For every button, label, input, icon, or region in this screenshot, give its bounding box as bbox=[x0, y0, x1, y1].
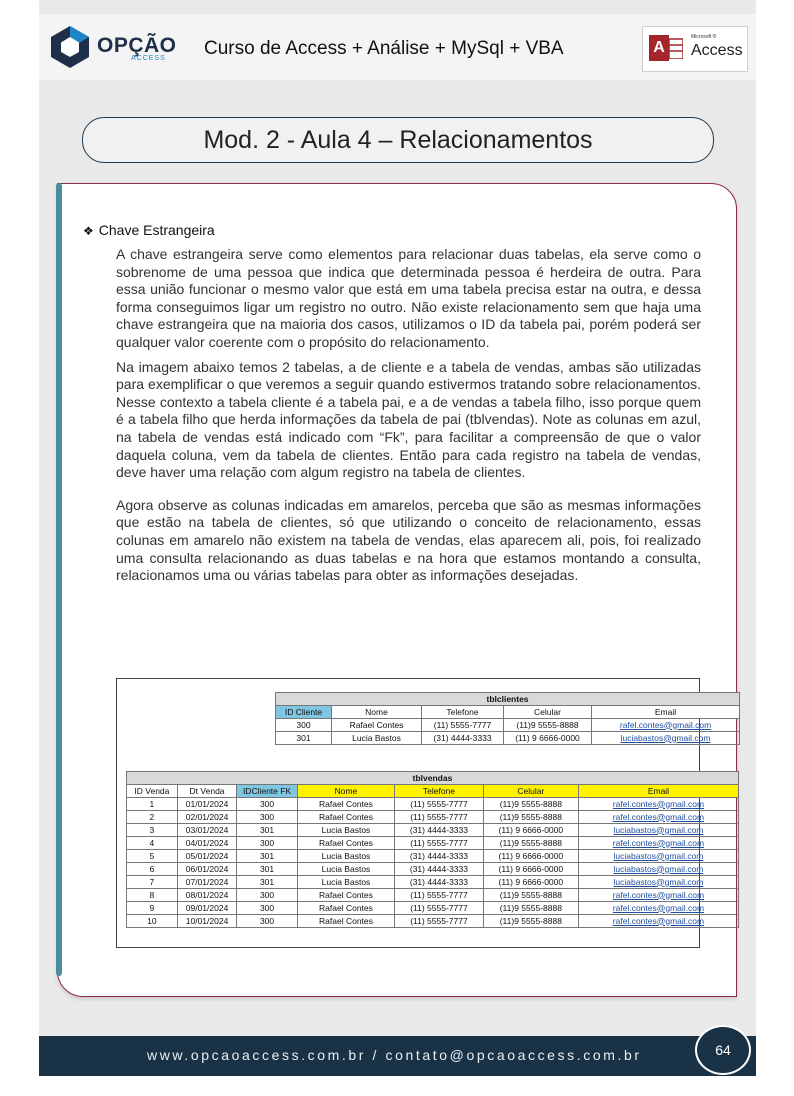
table-cell: 9 bbox=[127, 902, 178, 915]
table-cell: rafel.contes@gmail.com bbox=[578, 902, 738, 915]
table-cell: 300 bbox=[237, 811, 298, 824]
table-cell: Rafael Contes bbox=[297, 915, 394, 928]
table-cell: (11)9 5555-8888 bbox=[483, 837, 578, 850]
table-cell: 300 bbox=[237, 915, 298, 928]
table-cell: Rafael Contes bbox=[297, 837, 394, 850]
table-cell: 2 bbox=[127, 811, 178, 824]
table-cell: 1 bbox=[127, 798, 178, 811]
table-cell: Rafael Contes bbox=[297, 902, 394, 915]
table-cell: Rafael Contes bbox=[332, 719, 422, 732]
table-cell: 300 bbox=[237, 889, 298, 902]
table-cell: rafel.contes@gmail.com bbox=[578, 798, 738, 811]
table-cell: 300 bbox=[237, 902, 298, 915]
opcao-logo-icon bbox=[47, 24, 93, 70]
column-header: Nome bbox=[297, 785, 394, 798]
logo-subtitle: ACCESS bbox=[131, 55, 166, 62]
table-cell: (11) 9 6666-0000 bbox=[504, 732, 592, 745]
table-cell: (31) 4444-3333 bbox=[395, 863, 484, 876]
table-cell: luciabastos@gmail.com bbox=[578, 876, 738, 889]
table-row bbox=[276, 732, 740, 745]
table-header-row bbox=[276, 706, 740, 719]
table-cell: 07/01/2024 bbox=[177, 876, 236, 889]
table-cell: 300 bbox=[237, 798, 298, 811]
footer-contact: www.opcaoaccess.com.br / contato@opcaoaccess.com.br bbox=[147, 1047, 642, 1063]
table-cell: rafel.contes@gmail.com bbox=[578, 811, 738, 824]
table-cell: 09/01/2024 bbox=[177, 902, 236, 915]
table-cell: (11) 5555-7777 bbox=[395, 837, 484, 850]
table-cell: luciabastos@gmail.com bbox=[578, 863, 738, 876]
table-cell: Lucia Bastos bbox=[297, 863, 394, 876]
table-header-row bbox=[127, 785, 739, 798]
table-cell: 05/01/2024 bbox=[177, 850, 236, 863]
table-cell: 02/01/2024 bbox=[177, 811, 236, 824]
table-cell: 04/01/2024 bbox=[177, 837, 236, 850]
table-caption: tblvendas bbox=[127, 772, 739, 785]
page bbox=[39, 0, 756, 1076]
access-microsoft-label: Microsoft ® bbox=[691, 34, 717, 40]
lesson-title: Mod. 2 - Aula 4 – Relacionamentos bbox=[203, 126, 593, 154]
table-cell: rafel.contes@gmail.com bbox=[578, 837, 738, 850]
column-header: Telefone bbox=[422, 706, 504, 719]
column-header: Telefone bbox=[395, 785, 484, 798]
table-cell: (31) 4444-3333 bbox=[395, 876, 484, 889]
table-cell: (11) 9 6666-0000 bbox=[483, 876, 578, 889]
table-cell: (11) 5555-7777 bbox=[395, 889, 484, 902]
table-cell: Lucia Bastos bbox=[297, 850, 394, 863]
table-row bbox=[127, 863, 739, 876]
table-row bbox=[127, 902, 739, 915]
table-cell: 301 bbox=[237, 824, 298, 837]
content-accent-bar bbox=[56, 183, 62, 976]
column-header: Celular bbox=[504, 706, 592, 719]
table-cell: 01/01/2024 bbox=[177, 798, 236, 811]
table-cell: Lucia Bastos bbox=[297, 876, 394, 889]
table-caption: tblclientes bbox=[276, 693, 740, 706]
diamond-bullet-icon: ❖ bbox=[83, 224, 94, 238]
table-cell: Rafael Contes bbox=[297, 889, 394, 902]
database-icon bbox=[669, 37, 683, 59]
table-cell: (11) 9 6666-0000 bbox=[483, 850, 578, 863]
column-header: Celular bbox=[483, 785, 578, 798]
column-header: Email bbox=[592, 706, 740, 719]
table-row bbox=[127, 824, 739, 837]
table-cell: rafel.contes@gmail.com bbox=[592, 719, 740, 732]
table-cell: (31) 4444-3333 bbox=[395, 824, 484, 837]
page-footer bbox=[39, 1036, 756, 1076]
table-row bbox=[127, 798, 739, 811]
table-cell: luciabastos@gmail.com bbox=[578, 824, 738, 837]
tblclientes-table bbox=[275, 692, 740, 745]
access-product-label: Access bbox=[691, 42, 743, 59]
table-row bbox=[127, 876, 739, 889]
column-header: Dt Venda bbox=[177, 785, 236, 798]
column-header: ID Venda bbox=[127, 785, 178, 798]
table-cell: 5 bbox=[127, 850, 178, 863]
table-cell: (11)9 5555-8888 bbox=[483, 902, 578, 915]
table-row bbox=[127, 837, 739, 850]
table-cell: (11)9 5555-8888 bbox=[483, 889, 578, 902]
table-row bbox=[276, 719, 740, 732]
table-cell: (11) 9 6666-0000 bbox=[483, 824, 578, 837]
table-cell: (11) 5555-7777 bbox=[395, 902, 484, 915]
section-body bbox=[116, 246, 701, 592]
table-cell: (31) 4444-3333 bbox=[422, 732, 504, 745]
access-logo bbox=[642, 26, 748, 72]
table-cell: Rafael Contes bbox=[297, 798, 394, 811]
column-header: Email bbox=[578, 785, 738, 798]
table-cell: 06/01/2024 bbox=[177, 863, 236, 876]
page-number: 64 bbox=[695, 1025, 751, 1075]
paragraph: A chave estrangeira serve como elementos para relacionar duas tabelas, ela serve como o sobrenome de uma pessoa que indica que determinada pessoa é herdeira de outra. Para essa união funcionar o mesmo valor que está em uma tabela precisa estar na outra, e dessa forma conseguimos ligar um registro no outro. Não existe relacionamento sem que haja uma chave estrangeira que na maioria dos casos, utilizamos o ID da tabela pai, porém poderá ser qualquer valor coerente com o propósito do relacionamento. bbox=[116, 246, 701, 350]
table-cell: 10/01/2024 bbox=[177, 915, 236, 928]
table-cell: Lucia Bastos bbox=[332, 732, 422, 745]
table-cell: 6 bbox=[127, 863, 178, 876]
table-cell: Rafael Contes bbox=[297, 811, 394, 824]
paragraph: Na imagem abaixo temos 2 tabelas, a de cliente e a tabela de vendas, ambas são utilizadas para exemplificar o que veremos a seguir quando estivermos tratando sobre relacionamentos. Nesse contexto a tabela cliente é a tabela pai, e a de vendas a tabela filho, isso porque quem é a tabela filho que herda informações da tabela de pai (tblvendas). Note as colunas em azul, na tabela de vendas está indicado com “Fk”, para facilitar a compreensão de que o valor daquela coluna, vem da tabela de clientes. Então para cada registro na tabela de vendas, deve haver uma relação com algum registro na tabela de clientes. bbox=[116, 358, 701, 481]
table-row bbox=[127, 889, 739, 902]
table-cell: (11) 5555-7777 bbox=[422, 719, 504, 732]
column-header: IDCliente FK bbox=[237, 785, 298, 798]
table-cell: 301 bbox=[237, 850, 298, 863]
table-cell: 300 bbox=[237, 837, 298, 850]
section-heading-text: Chave Estrangeira bbox=[98, 222, 215, 238]
table-cell: 4 bbox=[127, 837, 178, 850]
section-heading bbox=[83, 222, 215, 238]
logo-name: OPÇÃO bbox=[97, 34, 177, 57]
column-header: Nome bbox=[332, 706, 422, 719]
paragraph: Agora observe as colunas indicadas em amarelos, perceba que são as mesmas informações que estão na tabela de clientes, só que utilizando o conceito de relacionamento, essas colunas em amarelo não existem na tabela de vendas, elas aparecem ali, pois, foi realizado uma consulta relacionando as duas tabelas e na hora que estamos montando a consulta, relacionamos uma ou várias tabelas para obter as informações desejadas. bbox=[116, 496, 701, 584]
table-cell: 08/01/2024 bbox=[177, 889, 236, 902]
table-cell: (11) 5555-7777 bbox=[395, 915, 484, 928]
table-row bbox=[127, 811, 739, 824]
tables-image bbox=[116, 678, 712, 948]
table-cell: 301 bbox=[276, 732, 332, 745]
table-cell: (31) 4444-3333 bbox=[395, 850, 484, 863]
table-row bbox=[127, 850, 739, 863]
table-cell: 301 bbox=[237, 876, 298, 889]
table-cell: (11) 5555-7777 bbox=[395, 798, 484, 811]
table-cell: 3 bbox=[127, 824, 178, 837]
lesson-title-box bbox=[82, 117, 714, 163]
course-title: Curso de Access + Análise + MySql + VBA bbox=[204, 38, 564, 59]
table-cell: (11) 9 6666-0000 bbox=[483, 863, 578, 876]
table-cell: rafel.contes@gmail.com bbox=[578, 915, 738, 928]
table-cell: 7 bbox=[127, 876, 178, 889]
table-cell: 300 bbox=[276, 719, 332, 732]
page-header bbox=[39, 14, 756, 80]
table-cell: Lucia Bastos bbox=[297, 824, 394, 837]
table-cell: luciabastos@gmail.com bbox=[592, 732, 740, 745]
table-cell: 8 bbox=[127, 889, 178, 902]
table-cell: 03/01/2024 bbox=[177, 824, 236, 837]
table-cell: (11)9 5555-8888 bbox=[483, 915, 578, 928]
table-cell: (11) 5555-7777 bbox=[395, 811, 484, 824]
table-cell: luciabastos@gmail.com bbox=[578, 850, 738, 863]
table-cell: (11)9 5555-8888 bbox=[504, 719, 592, 732]
access-letter-icon: A bbox=[649, 35, 669, 61]
table-cell: rafel.contes@gmail.com bbox=[578, 889, 738, 902]
table-cell: 10 bbox=[127, 915, 178, 928]
column-header: ID Cliente bbox=[276, 706, 332, 719]
table-cell: (11)9 5555-8888 bbox=[483, 798, 578, 811]
table-row bbox=[127, 915, 739, 928]
table-cell: 301 bbox=[237, 863, 298, 876]
tblvendas-table bbox=[126, 771, 739, 928]
table-cell: (11)9 5555-8888 bbox=[483, 811, 578, 824]
